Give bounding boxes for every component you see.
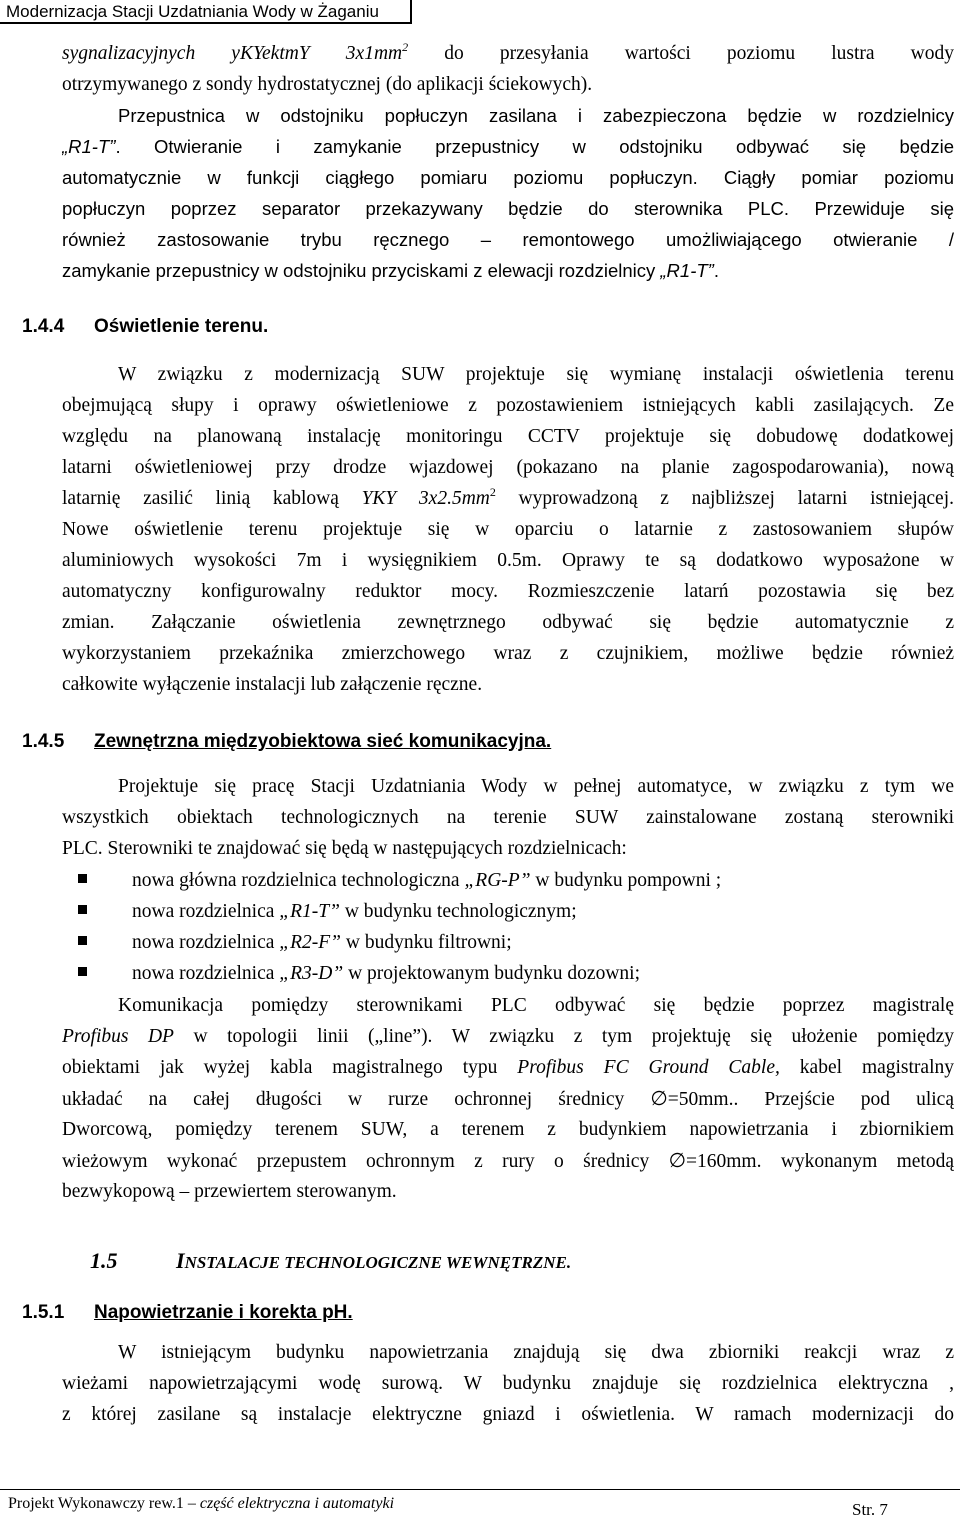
text-line: sygnalizacyjnych yKYektmY $3x1mm^2$ do przesyłania wartości poziomu lustra wody bbox=[62, 40, 954, 64]
list-item: nowa rozdzielnica „R1-T” w budynku technologicznym; bbox=[62, 896, 954, 927]
text-line: obiektami jak wyżej kabla magistralnego typu Profibus FC Ground Cable, kabel magistralny bbox=[62, 1057, 954, 1078]
text-line: obejmującą słupy i oprawy oświetleniowe z pozostawieniem istniejących kabli zasilających. Ze bbox=[62, 395, 954, 416]
text-line: Profibus DP w topologii linii („line”). W związku z tym projektuję się ułożenie pomiędzy bbox=[62, 1026, 954, 1047]
bullet-square-icon bbox=[78, 967, 87, 976]
text-line: z której zasilane są instalacje elektryczne gniazd i oświetlenia. W ramach modernizacji do bbox=[62, 1404, 954, 1425]
text-line: Dworcową, pomiędzy terenem SUW, a terenem z budynkiem napowietrzania i zbiornikiem bbox=[62, 1119, 954, 1140]
text-line: Komunikacja pomiędzy sterownikami PLC odbywać się będzie poprzez magistralę bbox=[118, 995, 954, 1016]
text-line: wieżami napowietrzającymi wodę surową. W budynku znajduje się rozdzielnica elektryczna , bbox=[62, 1373, 954, 1394]
bullet-square-icon bbox=[78, 936, 87, 945]
text-line: popłuczyn poprzez separator przekazywany będzie do sterownika PLC. Przewiduje się bbox=[62, 198, 954, 219]
section-heading-1-4-5: 1.4.5 Zewnętrzna międzyobiektowa sieć komunikacyjna. bbox=[22, 731, 552, 752]
rozdzielnice-list bbox=[62, 865, 954, 989]
list-item: nowa rozdzielnica „R2-F” w budynku filtrowni; bbox=[62, 927, 954, 958]
text-line: automatyczny konfigurowalny reduktor mocy. Rozmieszczenie latarń pozostawia się bez bbox=[62, 581, 954, 602]
text-line: względu na planowaną instalację monitoringu CCTV projektuje się dobudowę dodatkowej bbox=[62, 426, 954, 447]
text-line: również zastosowanie trybu ręcznego – remontowego umożliwiającego otwieranie / bbox=[62, 229, 954, 250]
diameter-icon: ∅ bbox=[650, 1086, 668, 1110]
section-heading-1-5-1: 1.5.1 Napowietrzanie i korekta pH. bbox=[22, 1302, 353, 1323]
footer-project-label: Projekt Wykonawczy rew.1 – część elektryczna i automatyki bbox=[8, 1495, 395, 1512]
section-1-4-5-body bbox=[62, 771, 954, 864]
bullet-square-icon bbox=[78, 905, 87, 914]
text-line: latarnię zasilić linią kablową YKY $3x2.5mm^2$ wyprowadzoną z najbliższej latarni istniejącej. bbox=[62, 485, 954, 509]
section-heading-1-4-4: 1.4.4 Oświetlenie terenu. bbox=[22, 316, 269, 337]
text-line: „R1-T”. Otwieranie i zamykanie przepustnicy w odstojniku odbywać się będzie bbox=[62, 136, 954, 157]
text-line: aluminiowych wysokości 7m i wysięgnikiem 0.5m. Oprawy te są dodatkowo wyposażone w bbox=[62, 550, 954, 571]
text-line: bezwykopową – przewiertem sterowanym. bbox=[62, 1181, 397, 1202]
text-line: latarni oświetleniowej przy drodze wjazdowej (pokazano na planie zagospodarowania), nową bbox=[62, 457, 954, 478]
text-line: całkowite wyłączenie instalacji lub załączenie ręczne. bbox=[62, 674, 483, 695]
section-1-4-4-body bbox=[62, 359, 954, 700]
text-line: Projektuje się pracę Stacji Uzdatniania Wody w pełnej automatyce, w związku z tym we bbox=[118, 776, 954, 797]
text-line: otrzymywanego z sondy hydrostatycznej (do aplikacji ściekowych). bbox=[62, 74, 593, 95]
text-line: zamykanie przepustnicy w odstojniku przyciskami z elewacji rozdzielnicy „R1-T”. bbox=[62, 260, 719, 281]
profibus-paragraph bbox=[62, 990, 954, 1207]
page-header: Modernizacja Stacji Uzdatniania Wody w Żaganiu bbox=[0, 0, 412, 24]
diameter-icon: ∅ bbox=[668, 1148, 686, 1172]
text-line: automatycznie w funkcji ciągłego pomiaru poziomu popłuczyn. Ciągły pomiar poziomu bbox=[62, 167, 954, 188]
bullet-square-icon bbox=[78, 874, 87, 883]
text-line: Przepustnica w odstojniku popłuczyn zasilana i zabezpieczona będzie w rozdzielnicy bbox=[118, 105, 954, 126]
text-line: wszystkich obiektach technologicznych na terenie SUW zainstalowane zostaną sterowniki bbox=[62, 807, 954, 828]
text-line: Nowe oświetlenie terenu projektuje się w oparciu o latarnie z zastosowaniem słupów bbox=[62, 519, 954, 540]
list-item: nowa rozdzielnica „R3-D” w projektowanym budynku dozowni; bbox=[62, 958, 954, 989]
top-paragraph bbox=[62, 38, 954, 286]
text-line: wykorzystaniem przekaźnika zmierzchowego wraz z czujnikiem, możliwe będzie również bbox=[62, 643, 954, 664]
text-line: zmian. Załączanie oświetlenia zewnętrznego odbywać się będzie automatycznie z bbox=[62, 612, 954, 633]
footer-rule bbox=[0, 1489, 960, 1490]
section-heading-1-5: 1.5 INSTALACJE TECHNOLOGICZNE WEWNĘTRZNE. bbox=[90, 1248, 572, 1273]
text-line: układać na całej długości w rurze ochronnej średnicy ∅=50mm.. Przejście pod ulicą bbox=[62, 1086, 954, 1110]
section-1-5-1-body bbox=[62, 1337, 954, 1430]
page-number: Str. 7 bbox=[852, 1500, 888, 1519]
text-line: wieżowym wykonać przepustem ochronnym z rury o średnicy ∅=160mm. wykonanym metodą bbox=[62, 1148, 954, 1172]
list-item: nowa główna rozdzielnica technologiczna „RG-P” w budynku pompowni ; bbox=[62, 865, 954, 896]
text-line: W istniejącym budynku napowietrzania znajdują się dwa zbiorniki reakcji wraz z bbox=[118, 1342, 954, 1363]
text-line: PLC. Sterowniki te znajdować się będą w następujących rozdzielnicach: bbox=[62, 838, 627, 859]
text-line: W związku z modernizacją SUW projektuje się wymianę instalacji oświetlenia terenu bbox=[118, 364, 954, 385]
